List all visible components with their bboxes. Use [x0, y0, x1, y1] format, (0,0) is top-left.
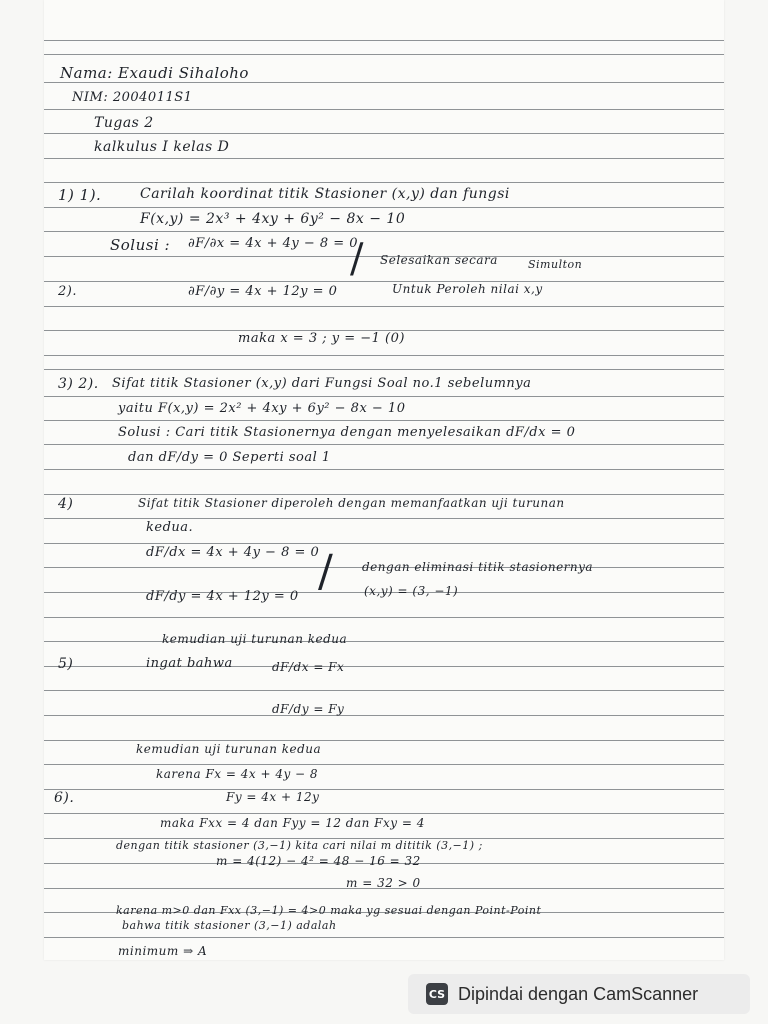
q2-line11: Fy = 4x + 12y	[226, 790, 320, 804]
header-task: Tugas 2	[94, 115, 154, 131]
q1-eq2: ∂F/∂y = 4x + 12y = 0	[188, 284, 338, 299]
q2-line9: kemudian uji turunan kedua	[136, 742, 322, 756]
q2-line12: maka Fxx = 4 dan Fyy = 12 dan Fxy = 4	[160, 816, 425, 830]
q2-line13: dengan titik stasioner (3,−1) kita cari nilai m dititik (3,−1) ;	[116, 839, 483, 852]
q2-line5: Sifat titik Stasioner diperoleh dengan memanfaatkan uji turunan	[138, 496, 565, 510]
q2-number: 3) 2).	[58, 376, 99, 392]
q1-bracket: /	[350, 236, 364, 282]
q2-line1: Sifat titik Stasioner (x,y) dari Fungsi Soal no.1 sebelumnya	[112, 376, 532, 391]
q2-line8: ingat bahwa	[146, 656, 233, 671]
header-nim: NIM: 2004011S1	[72, 90, 193, 105]
q2-line6: kedua.	[146, 520, 194, 535]
q1-number: 1) 1).	[58, 186, 102, 204]
q2-number6: 6).	[54, 790, 75, 806]
q2-line7: kemudian uji turunan kedua	[162, 632, 348, 646]
header-name: Nama: Exaudi Sihaloho	[60, 64, 249, 82]
q1-result: maka x = 3 ; y = −1 (0)	[238, 331, 405, 346]
q2-line17: bahwa titik stasioner (3,−1) adalah	[122, 919, 337, 932]
q1-note1: Selesaikan secara	[380, 253, 498, 267]
q2-line15: m = 32 > 0	[346, 876, 421, 890]
q2-note1: dengan eliminasi titik stasionernya	[362, 560, 594, 574]
q1-eq1: ∂F/∂x = 4x + 4y − 8 = 0	[188, 236, 359, 251]
q1-note2: Untuk Peroleh nilai x,y	[392, 282, 543, 296]
q1-line1: Carilah koordinat titik Stasioner (x,y) dan fungsi	[140, 186, 510, 202]
camscanner-watermark	[408, 974, 750, 1014]
q2-solution: Solusi : Cari titik Stasionernya dengan menyelesaikan dF/dx = 0	[118, 425, 576, 440]
header-course: kalkulus I kelas D	[94, 139, 230, 155]
q2-eq1: dF/dx = 4x + 4y − 8 = 0	[146, 545, 320, 560]
q2-line18: minimum ⇒ A	[118, 944, 208, 958]
q2-eq3: dF/dx = Fx	[272, 660, 345, 674]
q1-function: F(x,y) = 2x³ + 4xy + 6y² − 8x − 10	[140, 211, 406, 227]
camscanner-text: Dipindai dengan CamScanner	[458, 983, 699, 1004]
q2-line16: karena m>0 dan Fxx (3,−1) = 4>0 maka yg sesuai dengan Point-Point	[116, 904, 542, 917]
q2-function: yaitu F(x,y) = 2x² + 4xy + 6y² − 8x − 10	[118, 401, 406, 416]
q2-bracket: /	[318, 546, 333, 597]
q1-note1b: Simulton	[528, 258, 583, 271]
q1-solution-label: Solusi :	[110, 236, 171, 254]
q2-eq4: dF/dy = Fy	[272, 702, 345, 716]
q2-note2: (x,y) = (3, −1)	[364, 584, 459, 598]
camscanner-logo-icon: CS	[426, 983, 448, 1005]
q2-eq2: dF/dy = 4x + 12y = 0	[146, 589, 299, 604]
q2-number4: 4)	[58, 496, 74, 512]
q2-number5: 5)	[58, 656, 74, 672]
q2-line4: dan dF/dy = 0 Seperti soal 1	[128, 450, 331, 465]
q2-line14: m = 4(12) − 4² = 48 − 16 = 32	[216, 854, 421, 868]
q2-line10: karena Fx = 4x + 4y − 8	[156, 767, 319, 781]
q1-number2: 2).	[58, 284, 77, 299]
